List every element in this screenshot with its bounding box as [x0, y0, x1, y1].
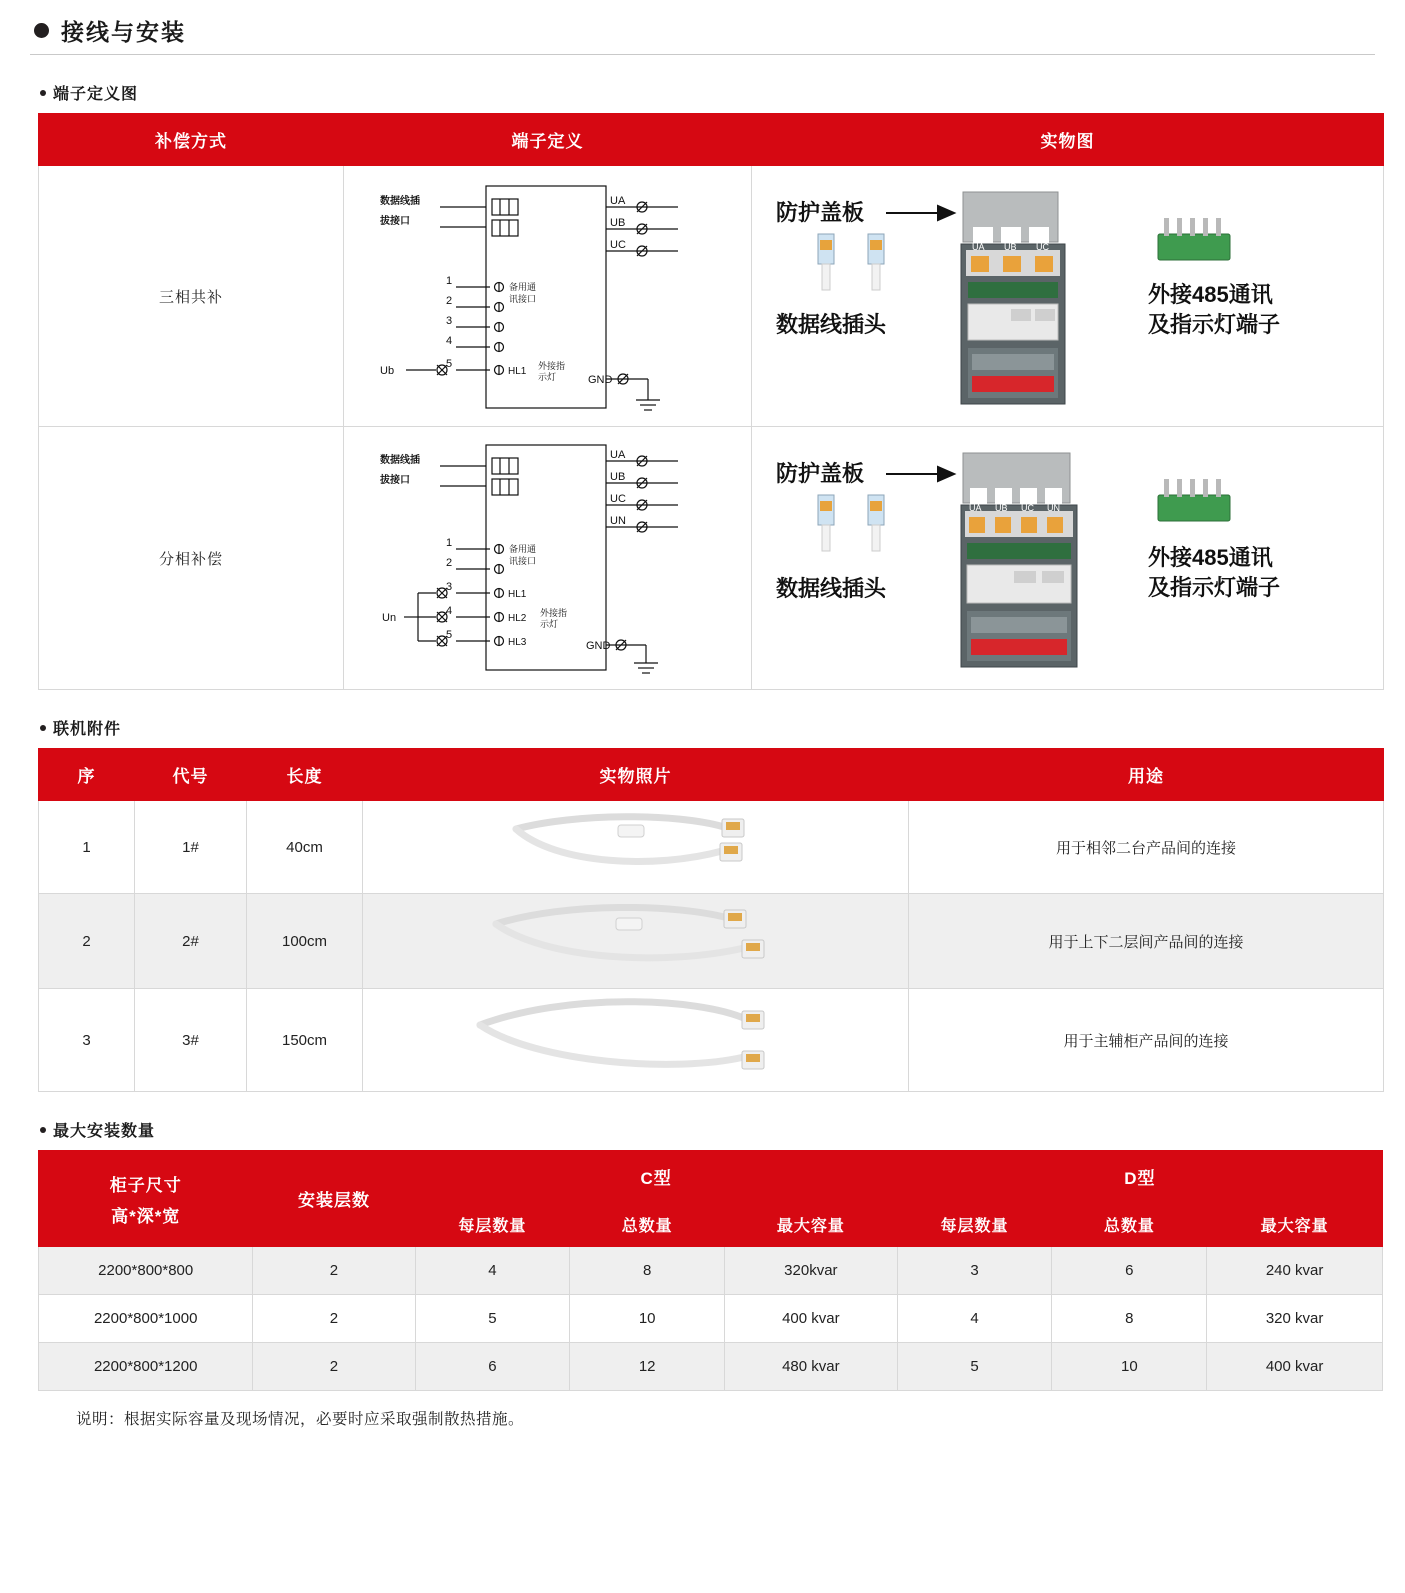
plug-label: 数据线插头: [775, 312, 886, 337]
product-photo-svg: [758, 172, 1378, 420]
section-title-maxinstall-text: 最大安装数量: [53, 1123, 156, 1140]
cell-layers: 2: [253, 1343, 415, 1391]
cable-photo-svg: [486, 807, 786, 883]
th-c-capacity: 最大容量: [725, 1203, 898, 1247]
table-header-row: [39, 1151, 1383, 1203]
plug-label: 数据线插头: [775, 576, 886, 601]
cable-photo-svg: [466, 900, 806, 978]
terminal-ua: UA: [609, 449, 625, 461]
th-no: 序: [39, 749, 135, 801]
accessories-table: [38, 748, 1384, 1092]
pin-3: 3: [445, 314, 452, 327]
table-row: [39, 989, 1384, 1092]
gnd-label: GND: [585, 640, 610, 652]
cell-c-total: 8: [570, 1247, 725, 1295]
cell-d-total: 8: [1052, 1295, 1207, 1343]
th-d-total: 总数量: [1052, 1203, 1207, 1247]
th-d-capacity: 最大容量: [1207, 1203, 1383, 1247]
mode-label: 分相补偿: [39, 427, 344, 690]
title-divider: [30, 54, 1375, 55]
wiring-diagram-svg: [378, 433, 718, 683]
cell-size: 2200*800*1000: [39, 1295, 253, 1343]
diagram-left-label-1: 数据线插: [379, 455, 420, 466]
th-code: 代号: [135, 749, 247, 801]
cell-d-total: 6: [1052, 1247, 1207, 1295]
th-c-total: 总数量: [570, 1203, 725, 1247]
pin-2: 2: [445, 294, 452, 307]
section-title-accessories: [40, 716, 1375, 739]
cable-photo-svg: [446, 995, 826, 1081]
port-label-line1: 外接485通讯: [1147, 282, 1273, 307]
hl-note-2: 示灯: [537, 371, 556, 382]
un-source-label: Un: [381, 612, 396, 624]
terminal-un: UN: [609, 515, 626, 527]
pin-note-1: 备用通: [508, 281, 536, 292]
acc-code: 1#: [135, 801, 247, 894]
pin-note-1: 备用通: [508, 544, 536, 554]
cell-layers: 2: [253, 1247, 415, 1295]
data-cable-plug-2: [868, 234, 884, 290]
hl-note-1: 外接指: [537, 360, 565, 371]
page-title-text: 接线与安装: [61, 19, 186, 45]
device-terminal-ub: UB: [994, 503, 1008, 513]
hl3-label: HL3: [507, 637, 526, 648]
terminal-definition-table: [38, 113, 1384, 690]
cell-d-per: 4: [897, 1295, 1052, 1343]
th-cabinet-size-line2: 高*深*宽: [111, 1206, 181, 1226]
th-cabinet-size-line1: 柜子尺寸: [109, 1175, 182, 1195]
acc-no: 3: [39, 989, 135, 1092]
pin-3: 3: [445, 581, 452, 593]
data-cable-plug-1: [818, 234, 834, 290]
th-photo: 实物图: [752, 114, 1384, 166]
table-header-row: [39, 749, 1384, 801]
terminal-ua: UA: [609, 194, 625, 207]
cell-d-per: 3: [897, 1247, 1052, 1295]
acc-length: 150cm: [247, 989, 363, 1092]
section-title-accessories-text: 联机附件: [53, 721, 122, 738]
pin-note-2: 讯接口: [508, 293, 536, 304]
th-group-c: C型: [415, 1151, 897, 1203]
cell-c-per: 4: [415, 1247, 570, 1295]
pin-2: 2: [445, 557, 452, 569]
mode-label: 三相共补: [39, 166, 344, 427]
pin-5: 5: [445, 629, 452, 641]
ub-source-label: Ub: [379, 364, 394, 377]
cell-d-cap: 240 kvar: [1207, 1247, 1383, 1295]
port-label-line2: 及指示灯端子: [1147, 575, 1280, 600]
terminal-uc: UC: [609, 238, 626, 251]
rs485-terminal-block: [1158, 218, 1230, 260]
cell-d-per: 5: [897, 1343, 1052, 1391]
table-row: [39, 166, 1384, 427]
terminal-ub: UB: [609, 216, 625, 229]
pin-1: 1: [445, 274, 452, 287]
acc-use: 用于上下二层间产品间的连接: [909, 894, 1384, 989]
table-row: [39, 1343, 1383, 1391]
rs485-terminal-block: [1158, 479, 1230, 521]
diagram-left-label-2: 拔接口: [379, 475, 410, 486]
pin-5: 5: [445, 357, 452, 370]
acc-length: 100cm: [247, 894, 363, 989]
th-group-d: D型: [897, 1151, 1382, 1203]
port-label-line1: 外接485通讯: [1147, 545, 1273, 570]
diagram-left-label-1: 数据线插: [379, 195, 420, 207]
table-row: [39, 1295, 1383, 1343]
cell-c-cap: 320kvar: [725, 1247, 898, 1295]
dot-icon: [40, 725, 46, 731]
cover-label: 防护盖板: [775, 200, 864, 225]
acc-no: 2: [39, 894, 135, 989]
cell-size: 2200*800*1200: [39, 1343, 253, 1391]
terminal-diagram-split-phase: [344, 427, 752, 690]
product-photo-3phase: [752, 166, 1384, 427]
section-title-terminal: [40, 81, 1375, 104]
acc-code: 2#: [135, 894, 247, 989]
acc-photo: [363, 801, 909, 894]
th-photo: 实物照片: [363, 749, 909, 801]
cell-c-per: 6: [415, 1343, 570, 1391]
th-terminal: 端子定义: [344, 114, 752, 166]
acc-no: 1: [39, 801, 135, 894]
pin-1: 1: [445, 537, 452, 549]
th-layers: 安装层数: [253, 1151, 415, 1247]
pin-4: 4: [445, 334, 452, 347]
product-photo-svg: [758, 433, 1378, 683]
gnd-label: GND: [587, 373, 612, 386]
acc-photo: [363, 894, 909, 989]
th-mode: 补偿方式: [39, 114, 344, 166]
table-row: [39, 801, 1384, 894]
device-terminal-un: UN: [1046, 503, 1060, 513]
cell-d-cap: 320 kvar: [1207, 1295, 1383, 1343]
cell-d-total: 10: [1052, 1343, 1207, 1391]
hl1-label: HL1: [507, 365, 526, 377]
acc-photo: [363, 989, 909, 1092]
hl-note-2: 示灯: [539, 619, 558, 629]
page-title: [30, 0, 1375, 47]
pin-note-2: 讯接口: [508, 556, 536, 566]
acc-use: 用于主辅柜产品间的连接: [909, 989, 1384, 1092]
hl-note-1: 外接指: [539, 608, 567, 618]
hl2-label: HL2: [507, 613, 526, 624]
device-body: [961, 503, 1077, 667]
section-title-maxinstall: [40, 1118, 1375, 1141]
diagram-left-label-2: 拔接口: [379, 215, 410, 227]
terminal-ub: UB: [609, 471, 625, 483]
table-header-row: [39, 114, 1384, 166]
device-terminal-ua: UA: [968, 503, 982, 513]
acc-code: 3#: [135, 989, 247, 1092]
device-terminal-uc: UC: [1020, 503, 1034, 513]
th-d-per-layer: 每层数量: [897, 1203, 1052, 1247]
th-cabinet-size: [39, 1151, 253, 1247]
cell-c-cap: 400 kvar: [725, 1295, 898, 1343]
device-terminal-ua: UA: [971, 242, 985, 252]
max-install-table: [38, 1150, 1383, 1391]
dot-icon: [40, 90, 46, 96]
table-row: [39, 894, 1384, 989]
table-row: [39, 427, 1384, 690]
acc-length: 40cm: [247, 801, 363, 894]
cell-size: 2200*800*800: [39, 1247, 253, 1295]
cell-d-cap: 400 kvar: [1207, 1343, 1383, 1391]
cell-c-total: 12: [570, 1343, 725, 1391]
pin-4: 4: [445, 605, 452, 617]
device-body: [961, 242, 1065, 404]
table-row: [39, 1247, 1383, 1295]
cover-label: 防护盖板: [775, 461, 864, 486]
device-terminal-ub: UB: [1003, 242, 1017, 252]
cell-c-cap: 480 kvar: [725, 1343, 898, 1391]
wiring-diagram-svg: [378, 174, 718, 419]
th-length: 长度: [247, 749, 363, 801]
data-cable-plug-1: [818, 495, 834, 551]
terminal-uc: UC: [609, 493, 626, 505]
cell-layers: 2: [253, 1295, 415, 1343]
cell-c-total: 10: [570, 1295, 725, 1343]
port-label-line2: 及指示灯端子: [1147, 312, 1280, 337]
th-use: 用途: [909, 749, 1384, 801]
data-cable-plug-2: [868, 495, 884, 551]
cell-c-per: 5: [415, 1295, 570, 1343]
acc-use: 用于相邻二台产品间的连接: [909, 801, 1384, 894]
section-title-terminal-text: 端子定义图: [53, 86, 139, 103]
device-terminal-uc: UC: [1035, 242, 1049, 252]
footnote: 说明：根据实际容量及现场情况，必要时应采取强制散热措施。: [76, 1411, 525, 1428]
product-photo-split-phase: [752, 427, 1384, 690]
hl1-label: HL1: [507, 589, 526, 600]
th-c-per-layer: 每层数量: [415, 1203, 570, 1247]
bullet-icon: [34, 23, 49, 38]
dot-icon: [40, 1127, 46, 1133]
terminal-diagram-3phase: [344, 166, 752, 427]
